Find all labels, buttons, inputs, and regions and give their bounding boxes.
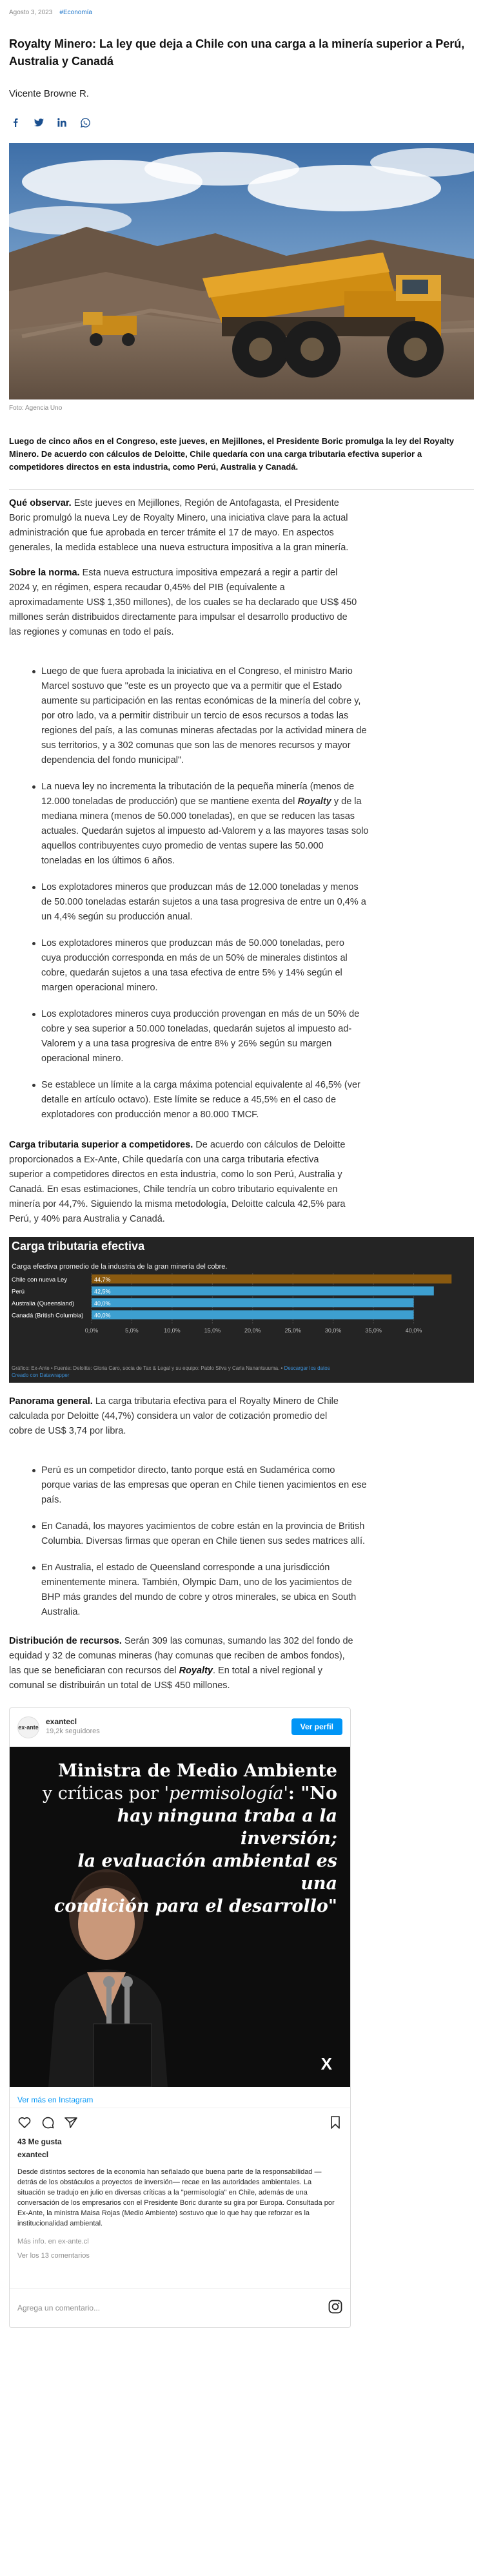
x-tick-label: 10,0% [164,1327,181,1334]
chart-title: Carga tributaria efectiva [12,1240,145,1253]
share-bar [9,115,474,130]
bullet-list-panorama [9,1463,480,1620]
bullet-item: Los explotadores mineros cuya producción provengan en más de un 50% de cobre y sea superior a 50.000 toneladas, quedarán sujetos al impuesto ad- Valorem y a una tasa progresiva de entre 8% y 26% según su margen operacional minero. [34,1007,480,1066]
category-label: Canadá (British Columbia) [12,1312,84,1320]
bullet-item: Los explotadores mineros que produzcan más de 50.000 toneladas, pero cuya producción corresponda en más de un 50% de minerales distintos al cobre, quedarán sujetos a una tasa efectiva de entre 5% y 14% según el margen operacional minero. [34,936,480,995]
linkedin-icon[interactable] [55,116,68,129]
x-tick-label: 25,0% [284,1327,301,1334]
x-tick-label: 30,0% [324,1327,342,1334]
post-caption: Desde distintos sectores de la economía han señalado que buena parte de la responsabilidad —detrás de los obstáculos a proyectos de inversión— recae en las autoridades ambientales. La situación se tradujo en julio en diversas críticas a la "permisología" en Chile, además de una conversación de los empresarios con el Presidente Boric durante su gira por Europa. Consultada por Ex-Ante, la ministra Maisa Rojas (Medio Ambiente) sostuvo que lo que hay que reforzar es la institucionalidad ambiental. [17,2168,335,2227]
bullet-item: En Canadá, los mayores yacimientos de cobre están en la provincia de British Columbia. Diversas firmas que operan en Chile tienen sus sedes matrices allí. [34,1519,480,1549]
publish-date: Agosto 3, 2023 [9,9,53,16]
paragraph-carga-tributaria: Carga tributaria superior a competidores. De acuerdo con cálculos de Deloitte proporcionados a Ex-Ante, Chile quedaría con una carga tributaria efectiva superior a competidores directos en esta industria, como lo son Perú, Australia y Canadá. En esas estimaciones, Chile tendría un cobro tributario equivalente en minería por 44,7%. Siguiendo la misma metodología, Deloitte calcula 42,5% para Perú, y 40% para Australia y Canadá. [9,1140,346,1224]
paragraph-que-observar: Qué observar. Este jueves en Mejillones, Región de Antofagasta, el Presidente Boric promulgó la nueva Ley de Royalty Minero, una iniciativa clave para la actual administración que fue aprobada en tercer trámite el 17 de mayo. En aspectos generales, la medida establece una nueva estructura impositiva a la gran minería. [9,498,349,553]
chart-source: Gráfico: Ex-Ante • Fuente: Deloitte: Gloria Caro, socia de Tax & Legal y su equipo: Pablo Silva y Carla Nanantsuuma. • Descargar los datos Creado con Datawrapper [12,1365,330,1378]
avatar[interactable]: ex-ante [17,1716,39,1738]
instagram-post-image[interactable] [10,1747,350,2087]
data-label: 40,0% [94,1300,111,1307]
twitter-icon[interactable] [32,116,45,129]
hero-image [9,143,474,399]
divider [10,2288,350,2289]
whatsapp-icon[interactable] [79,116,92,129]
share-icon[interactable] [64,2115,78,2129]
instagram-embed [9,1707,351,2328]
bar [92,1311,414,1320]
view-profile-button[interactable]: Ver perfil [291,1718,342,1735]
more-info-text: Más info. en ex-ante.cl [17,2238,89,2245]
paragraph-panorama: Panorama general. La carga tributaria efectiva para el Royalty Minero de Chile calculada por Deloitte (44,7%) considera un valor de cotización promedio del cobre de US$ 3,74 por libra. [9,1396,339,1436]
divider [9,489,474,490]
category-link[interactable]: #Economía [59,9,92,16]
category-label: Perú [12,1288,25,1296]
datawrapper-credit[interactable]: Creado con Datawrapper [12,1372,70,1378]
comment-icon[interactable] [41,2115,55,2129]
like-count[interactable]: 43 Me gusta [17,2137,62,2146]
caption-username[interactable]: exantecl [17,2150,49,2159]
facebook-icon[interactable] [9,116,22,129]
paragraph-distribucion: Distribución de recursos. Serán 309 las comunas, sumando las 302 del fondo de equidad y 32 de comunas mineras (hay comunas que reciben de ambos fondos), las que se beneficiaran con recursos del Royalty. En total a nivel regional y comunal se distribuirán un total de US$ 450 millones. [9,1636,353,1691]
mining-truck-photo [9,143,474,399]
view-more-link[interactable]: Ver más en Instagram [17,2095,94,2104]
x-tick-label: 0,0% [84,1327,99,1334]
heart-icon[interactable] [17,2115,32,2129]
follower-count: 19,2k seguidores [46,1727,100,1735]
x-tick-label: 35,0% [365,1327,382,1334]
post-headline: Ministra de Medio Ambiente y críticas por 'permisología': "No hay ninguna traba a la inversión; la evaluación ambiental es una condición para el desarrollo" [42,1761,337,1916]
paragraph-sobre-la-norma: Sobre la norma. Esta nueva estructura impositiva empezará a regir a partir del 2024 y, en régimen, espera recaudar 0,45% del PIB (equivalente a aproximadamente US$ 1,350 millones), de los cuales se ha declarado que US$ 450 millones serán distribuidos directamente para impulsar el desarrollo productivo de las regiones y comunas en todo el país. [9,568,357,637]
bullet-item: Se establece un límite a la carga máxima potencial equivalente al 46,5% (ver detalle en artículo octavo). Este límite se reduce a 45,5% en el caso de explotadores con producción menor a 80.000 TMCF. [34,1078,480,1122]
bullet-item: Los explotadores mineros que produzcan más de 12.000 toneladas y menos de 50.000 toneladas estarán sujetos a una tasa progresiva de entre un 0,4% a un 4,4% según su producción anual. [34,880,480,925]
article-meta [9,0,474,16]
x-tick-label: 40,0% [405,1327,422,1334]
download-data-link[interactable]: Descargar los datos [284,1365,330,1371]
post-actions [17,2115,78,2129]
x-tick-label: 20,0% [244,1327,261,1334]
chart-plot [9,1237,474,1383]
bar [92,1298,414,1307]
view-comments-link[interactable]: Ver los 13 comentarios [17,2252,90,2260]
category-label: Chile con nueva Ley [12,1276,68,1283]
author-name[interactable]: Vicente Browne R. [9,88,89,99]
chart-subtitle: Carga efectiva promedio de la industria de la gran minería del cobre. [12,1263,228,1271]
category-label: Australia (Queensland) [12,1300,75,1307]
article-lead: Luego de cinco años en el Congreso, este jueves, en Mejillones, el Presidente Boric promulga la ley del Royalty Minero. De acuerdo con cálculos de Deloitte, Chile quedaría con una carga tributaria efectiva superior a competidores directos en esta industria, como Perú, Australia y Canadá. [9,436,454,472]
bullet-item: La nueva ley no incrementa la tributación de la pequeña minería (menos de 12.000 toneladas de producción) que se mantiene exenta del Royalty y de la mediana minera (menos de 50.000 toneladas), en que se reducen las tasas actuales. Quedarán sujetos al impuesto ad-Valorem y a las mayores tasas solo aquellos contribuyentes cuyo promedio de ventas supere las 50.000 toneladas en los últimos 6 años. [34,780,480,869]
instagram-logo-icon[interactable] [328,2300,342,2314]
bullet-item: En Australia, el estado de Queensland corresponde a una jurisdicción eminentemente minera. También, Olympic Dam, uno de los yacimientos de BHP más grandes del mundo de cobre y otros minerales, se ubica en South Australia. [34,1561,480,1620]
bullet-item: Luego de que fuera aprobada la iniciativa en el Congreso, el ministro Mario Marcel sostuvo que "este es un proyecto que va a permitir que el Estado aumente su participación en las rentas económicas de la minería del cobre y, por otro lado, va a permitir distribuir un tercio de esos recursos a todas las regiones del país, a las comunas mineras afectadas por la actividad minera de sus territorios, y a 302 comunas que son las de menores recursos y mayor dependencia del fondo municipal". [34,664,480,768]
x-tick-label: 5,0% [125,1327,139,1334]
x-tick-label: 15,0% [204,1327,221,1334]
bullet-item: Perú es un competidor directo, tanto porque está en Sudamérica como porque varias de las empresas que operan en Chile tienen yacimientos en ese país. [34,1463,480,1508]
tax-burden-chart [9,1237,474,1383]
post-logo: X [320,2054,332,2073]
instagram-username[interactable]: exantecl [46,1717,77,1726]
bar [92,1287,434,1296]
bullet-list-norma [9,664,480,1122]
bookmark-icon[interactable] [328,2115,342,2129]
bar [92,1274,451,1283]
instagram-header [10,1708,350,1747]
data-label: 44,7% [94,1276,111,1283]
data-label: 42,5% [94,1288,111,1295]
photo-caption: Foto: Agencia Uno [9,405,63,412]
data-label: 40,0% [94,1312,111,1319]
article-title: Royalty Minero: La ley que deja a Chile con una carga a la minería superior a Perú, Australia y Canadá [9,37,465,68]
add-comment-input[interactable]: Agrega un comentario... [17,2303,101,2312]
